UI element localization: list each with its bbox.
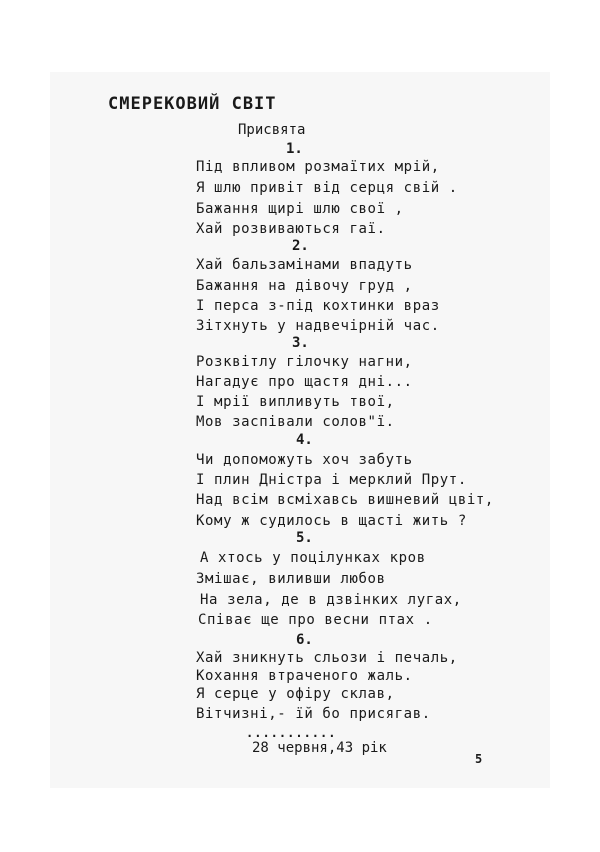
dedication: Присвята	[238, 122, 306, 138]
poem-title: СМЕРЕКОВИЙ СВІТ	[108, 94, 277, 114]
stanza-number: 6.	[296, 632, 313, 648]
separator: ...........	[246, 726, 337, 740]
poem-line: Вітчизні,- їй бо присягав.	[196, 706, 431, 722]
poem-line: Я шлю привіт від серця свій .	[196, 180, 458, 196]
poem-line: А хтось у поцілунках кров	[200, 550, 426, 566]
poem-line: Розквітлу гілочку нагни,	[196, 354, 413, 370]
stanza-number: 4.	[296, 432, 313, 448]
poem-line: Нагадує про щастя дні...	[196, 374, 413, 390]
poem-line: Хай зникнуть сльози і печаль,	[196, 650, 458, 666]
poem-line: Я серце у офіру склав,	[196, 686, 395, 702]
poem-line: І мрії випливуть твої,	[196, 394, 395, 410]
poem-line: Кохання втраченого жаль.	[196, 668, 413, 684]
poem-line: Хай бальзамінами впадуть	[196, 257, 413, 273]
page-number: 5	[475, 752, 483, 766]
stanza-number: 2.	[292, 238, 309, 254]
poem-line: Бажання щирі шлю свої ,	[196, 201, 404, 217]
stanza-number: 1.	[286, 141, 303, 157]
stanza-number: 3.	[292, 335, 309, 351]
date-line: 28 червня,43 рік	[252, 740, 387, 756]
poem-line: Чи допоможуть хоч забуть	[196, 452, 413, 468]
poem-line: Змішає, виливши любов	[196, 571, 386, 587]
poem-line: Над всім всміхавсь вишневий цвіт,	[196, 492, 494, 508]
poem-line: Кому ж судилось в щасті жить ?	[196, 513, 467, 529]
poem-line: Мов заспівали солов"ї.	[196, 414, 395, 430]
poem-line: Співає ще про весни птах .	[198, 612, 433, 628]
poem-line: Хай розвиваються гаї.	[196, 221, 386, 237]
stanza-number: 5.	[296, 530, 313, 546]
poem-line: Бажання на дівочу груд ,	[196, 278, 413, 294]
poem-line: І перса з-під кохтинки враз	[196, 298, 440, 314]
poem-line: На зела, де в дзвінких лугах,	[200, 592, 462, 608]
poem-line: Під впливом розмаїтих мрій,	[196, 159, 440, 175]
poem-line: І плин Дністра і мерклий Прут.	[196, 472, 467, 488]
poem-line: Зітхнуть у надвечірній час.	[196, 318, 440, 334]
